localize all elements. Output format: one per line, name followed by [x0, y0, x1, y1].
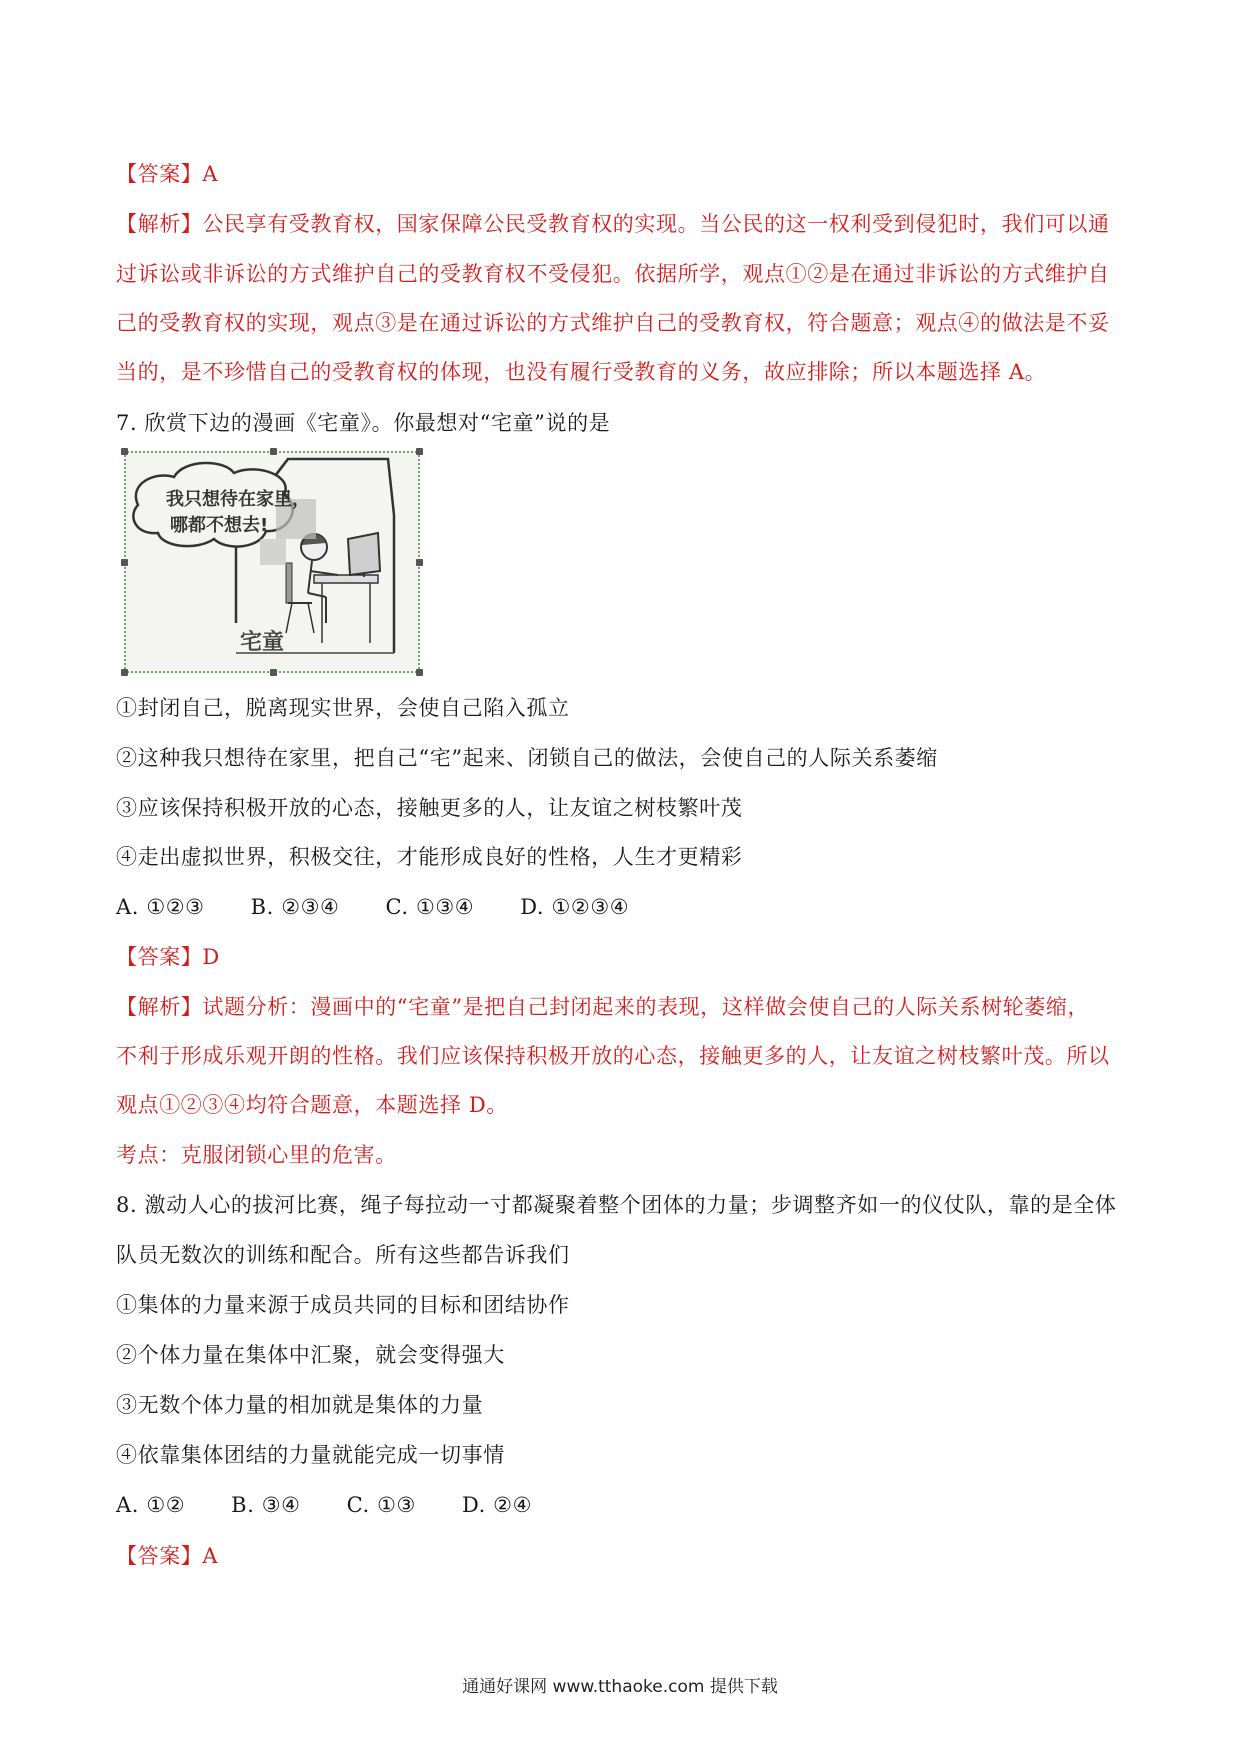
bubble-text-line2: 哪都不想去! — [170, 515, 269, 536]
resize-handle[interactable] — [416, 669, 423, 676]
q7-options — [116, 892, 629, 922]
q7-analysis-line: 观点①②③④均符合题意，本题选择 D。 — [116, 1093, 508, 1117]
q7-analysis-line: 【解析】试题分析：漫画中的“宅童”是把自己封闭起来的表现，这样做会使自己的人际关系树轮萎缩， — [116, 995, 1090, 1019]
cartoon-image[interactable] — [124, 451, 420, 673]
q8-statement: ④依靠集体团结的力量就能完成一切事情 — [116, 1443, 505, 1467]
q8-statement: ③无数个体力量的相加就是集体的力量 — [116, 1393, 484, 1417]
q7-statement: ②这种我只想待在家里，把自己“宅”起来、闭锁自己的做法，会使自己的人际关系萎缩 — [116, 746, 938, 770]
q7-statement: ④走出虚拟世界，积极交往，才能形成良好的性格，人生才更精彩 — [116, 845, 743, 869]
resize-handle[interactable] — [416, 448, 423, 455]
resize-handle[interactable] — [270, 669, 277, 676]
resize-handle[interactable] — [270, 448, 277, 455]
q6-analysis-line: 己的受教育权的实现，观点③是在通过诉讼的方式维护自己的受教育权，符合题意；观点④的做法是不妥 — [116, 311, 1110, 335]
q8-answer: 【答案】A — [116, 1544, 219, 1568]
q8-options — [116, 1490, 532, 1520]
resize-handle[interactable] — [121, 669, 128, 676]
resize-handle[interactable] — [121, 448, 128, 455]
q8-question-line: 队员无数次的训练和配合。所有这些都告诉我们 — [116, 1243, 570, 1267]
bubble-text-line1: 我只想待在家里， — [166, 489, 310, 510]
q7-question: 7. 欣赏下边的漫画《宅童》。你最想对“宅童”说的是 — [116, 411, 611, 435]
q8-question-line: 8. 激动人心的拔河比赛，绳子每拉动一寸都凝聚着整个团体的力量；步调整齐如一的仪仗队，靠的是全体 — [116, 1193, 1117, 1217]
q7-option-b: B. ②③④ — [250, 895, 340, 919]
q7-statement: ③应该保持积极开放的心态，接触更多的人，让友谊之树枝繁叶茂 — [116, 796, 743, 820]
page-footer: 通通好课网 www.tthaoke.com 提供下载 — [462, 1677, 778, 1697]
q7-statement: ①封闭自己，脱离现实世界，会使自己陷入孤立 — [116, 696, 570, 720]
q8-option-c: C. ①③ — [346, 1493, 416, 1517]
q7-answer: 【答案】D — [116, 945, 220, 969]
q8-statement: ①集体的力量来源于成员共同的目标和团结协作 — [116, 1293, 570, 1317]
q8-option-a: A. ①② — [116, 1493, 186, 1517]
q6-analysis-line: 【解析】公民享有受教育权，国家保障公民受教育权的实现。当公民的这一权利受到侵犯时，我们可以通 — [116, 212, 1110, 236]
q6-analysis-line: 当的，是不珍惜自己的受教育权的体现，也没有履行受教育的义务，故应排除；所以本题选择 A。 — [116, 360, 1047, 384]
cartoon-drawing — [126, 453, 418, 671]
q6-answer: 【答案】A — [116, 162, 219, 186]
q7-knowledge-point: 考点：克服闭锁心里的危害。 — [116, 1143, 397, 1167]
q7-analysis-line: 不利于形成乐观开朗的性格。我们应该保持积极开放的心态，接触更多的人，让友谊之树枝繁叶茂。所以 — [116, 1044, 1110, 1068]
q7-option-c: C. ①③④ — [385, 895, 475, 919]
q7-option-a: A. ①②③ — [116, 895, 205, 919]
q8-option-d: D. ②④ — [461, 1493, 533, 1517]
q7-option-d: D. ①②③④ — [520, 895, 630, 919]
resize-handle[interactable] — [416, 559, 423, 566]
q8-option-b: B. ③④ — [231, 1493, 301, 1517]
q8-statement: ②个体力量在集体中汇聚，就会变得强大 — [116, 1343, 505, 1367]
resize-handle[interactable] — [121, 559, 128, 566]
cartoon-caption: 宅童 — [240, 629, 285, 655]
q6-analysis-line: 过诉讼或非诉讼的方式维护自己的受教育权不受侵犯。依据所学，观点①②是在通过非诉讼的方式维护自 — [116, 262, 1110, 286]
